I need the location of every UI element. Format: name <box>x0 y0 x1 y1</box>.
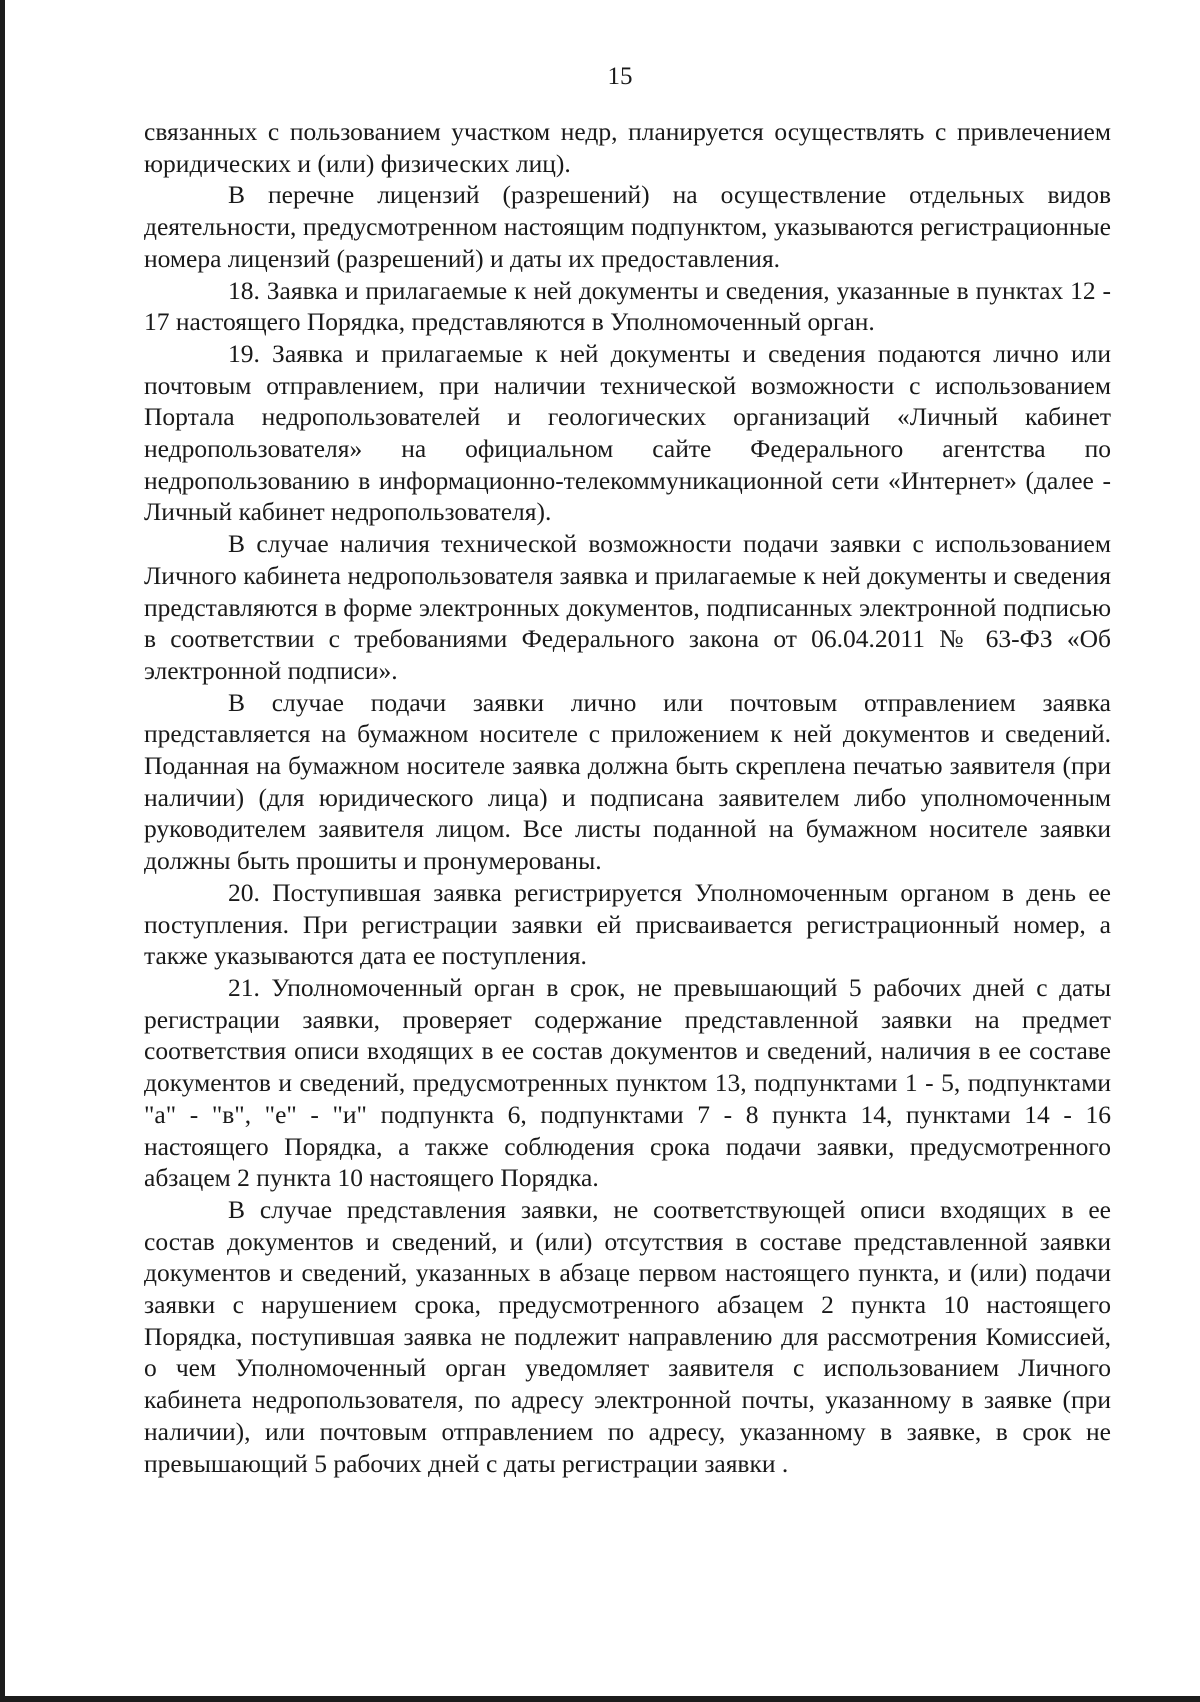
paragraph-electronic-submission: В случае наличия технической возможности подачи заявки с использованием Личного кабинета недропользователя заявка и прилагаемые к ней документы и сведения представляются в форме электронных документов, подписанных электронной подписью в соответствии с требованиями Федерального закона от 06.04.2011 № 63-ФЗ «Об электронной подписи». <box>144 529 1111 685</box>
paragraph-rejection-notice: В случае представления заявки, не соответствующей описи входящих в ее состав документов и сведений, и (или) отсутствия в составе представленной заявки документов и сведений, указанных в абзаце первом настоящего пункта, и (или) подачи заявки с нарушением срока, предусмотренного абзацем 2 пункта 10 настоящего Порядка, поступившая заявка не подлежит направлению для рассмотрения Комиссией, о чем Уполномоченный орган уведомляет заявителя с использованием Личного кабинета недропользователя, по адресу электронной почты, указанному в заявке (при наличии), или почтовым отправлением по адресу, указанному в заявке, в срок не превышающий 5 рабочих дней с даты регистрации заявки . <box>144 1194 1111 1478</box>
paragraph-licenses-list: В перечне лицензий (разрешений) на осуществление отдельных видов деятельности, предусмотренном настоящим подпунктом, указываются регистрационные номера лицензий (разрешений) и даты их предоставления. <box>144 180 1111 273</box>
paragraph-item-21: 21. Уполномоченный орган в срок, не превышающий 5 рабочих дней с даты регистрации заявки, проверяет содержание представленной заявки на предмет соответствия описи входящих в ее состав документов и сведений, наличия в ее составе документов и сведений, предусмотренных пунктом 13, подпунктами 1 - 5, подпунктами "а" - "в", "е" - "и" подпункта 6, подпунктами 7 - 8 пункта 14, пунктами 14 - 16 настоящего Порядка, а также соблюдения срока подачи заявки, предусмотренного абзацем 2 пункта 10 настоящего Порядка. <box>144 972 1111 1193</box>
document-body <box>144 116 1111 1479</box>
paragraph-item-18: 18. Заявка и прилагаемые к ней документы и сведения, указанные в пунктах 12 - 17 настоящего Порядка, представляются в Уполномоченный орган. <box>144 275 1111 337</box>
paragraph-item-19: 19. Заявка и прилагаемые к ней документы и сведения подаются лично или почтовым отправлением, при наличии технической возможности с использованием Портала недропользователей и геологических организаций «Личный кабинет недропользователя» на официальном сайте Федерального агентства по недропользованию в информационно-телекоммуникационной сети «Интернет» (далее - Личный кабинет недропользователя). <box>144 338 1111 527</box>
paragraph-item-20: 20. Поступившая заявка регистрируется Уполномоченным органом в день ее поступления. При регистрации заявки ей присваивается регистрационный номер, а также указываются дата ее поступления. <box>144 877 1111 971</box>
page-number: 15 <box>607 63 633 90</box>
scan-edge-left <box>0 0 5 1702</box>
paragraph-paper-submission: В случае подачи заявки лично или почтовым отправлением заявка представляется на бумажном носителе с приложением к ней документов и сведений. Поданная на бумажном носителе заявка должна быть скреплена печатью заявителя (при наличии) (для юридического лица) и подписана заявителем либо уполномоченным руководителем заявителя лицом. Все листы поданной на бумажном носителе заявки должны быть прошиты и пронумерованы. <box>144 687 1111 876</box>
scan-edge-bottom <box>0 1696 1200 1702</box>
paragraph-continuation: связанных с пользованием участком недр, планируется осуществлять с привлечением юридических и (или) физических лиц). <box>144 117 1111 178</box>
